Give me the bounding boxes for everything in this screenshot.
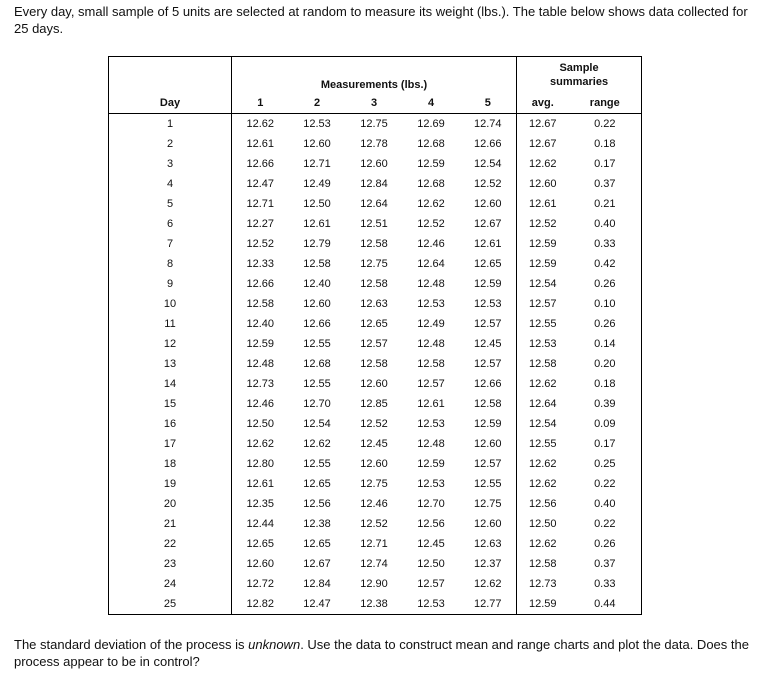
measurement-4-cell: 12.53 [417, 598, 445, 610]
measurement-2-cell: 12.71 [303, 158, 331, 170]
measurement-4-cell: 12.68 [417, 138, 445, 150]
measurement-1-cell: 12.40 [232, 314, 289, 334]
avg-cell: 12.62 [517, 154, 569, 174]
range-cell: 0.14 [594, 338, 616, 350]
table-row [109, 274, 642, 294]
measurement-1-cell: 12.33 [232, 254, 289, 274]
day-cell: 19 [163, 478, 177, 490]
measurement-3-header: 3 [346, 93, 403, 114]
range-cell: 0.09 [594, 418, 616, 430]
avg-cell: 12.62 [517, 454, 569, 474]
table-body [109, 114, 642, 615]
measurement-4-cell: 12.57 [417, 378, 445, 390]
measurement-2-cell: 12.47 [303, 598, 331, 610]
day-cell: 25 [163, 598, 177, 610]
measurement-2-cell: 12.60 [303, 138, 331, 150]
range-cell: 0.18 [594, 378, 616, 390]
table-row [109, 454, 642, 474]
measurement-5-cell: 12.60 [474, 438, 502, 450]
day-cell: 23 [163, 558, 177, 570]
measurement-2-cell: 12.65 [303, 538, 331, 550]
measurement-3-cell: 12.71 [360, 538, 388, 550]
range-cell: 0.18 [594, 138, 616, 150]
table-row [109, 414, 642, 434]
question-part-1: The standard deviation of the process is [14, 637, 249, 652]
avg-cell: 12.59 [517, 594, 569, 615]
measurement-1-cell: 12.46 [232, 394, 289, 414]
avg-cell: 12.52 [517, 214, 569, 234]
measurement-5-cell: 12.52 [474, 178, 502, 190]
measurement-1-cell: 12.60 [232, 554, 289, 574]
measurement-5-cell: 12.63 [474, 538, 502, 550]
measurement-5-cell: 12.60 [474, 198, 502, 210]
range-cell: 0.40 [594, 498, 616, 510]
day-cell: 17 [163, 438, 177, 450]
measurement-2-cell: 12.38 [303, 518, 331, 530]
summaries-line-2: summaries [549, 76, 609, 88]
measurement-1-cell: 12.27 [232, 214, 289, 234]
range-cell: 0.25 [594, 458, 616, 470]
table-row [109, 134, 642, 154]
avg-cell: 12.58 [517, 554, 569, 574]
measurement-4-cell: 12.61 [417, 398, 445, 410]
range-cell: 0.22 [594, 118, 616, 130]
table-row [109, 354, 642, 374]
range-cell: 0.37 [594, 558, 616, 570]
table-row [109, 514, 642, 534]
measurement-2-cell: 12.50 [303, 198, 331, 210]
measurement-4-cell: 12.58 [417, 358, 445, 370]
measurement-1-cell: 12.66 [232, 154, 289, 174]
measurement-3-cell: 12.74 [360, 558, 388, 570]
measurement-3-cell: 12.75 [360, 118, 388, 130]
table-row [109, 314, 642, 334]
table-row [109, 374, 642, 394]
table-row [109, 554, 642, 574]
day-cell: 12 [163, 338, 177, 350]
day-cell: 5 [166, 198, 174, 210]
measurement-3-cell: 12.75 [360, 258, 388, 270]
measurement-5-cell: 12.75 [474, 498, 502, 510]
measurement-1-cell: 12.59 [232, 334, 289, 354]
avg-cell: 12.59 [517, 254, 569, 274]
avg-cell: 12.55 [517, 314, 569, 334]
measurement-4-cell: 12.53 [417, 418, 445, 430]
measurement-3-cell: 12.60 [360, 458, 388, 470]
table-row [109, 574, 642, 594]
measurement-2-header: 2 [289, 93, 346, 114]
measurement-5-cell: 12.59 [474, 278, 502, 290]
avg-cell: 12.61 [517, 194, 569, 214]
avg-cell: 12.64 [517, 394, 569, 414]
avg-cell: 12.73 [517, 574, 569, 594]
avg-cell: 12.54 [517, 274, 569, 294]
measurement-1-cell: 12.58 [232, 294, 289, 314]
measurement-3-cell: 12.85 [360, 398, 388, 410]
measurement-2-cell: 12.65 [303, 478, 331, 490]
measurement-5-cell: 12.37 [474, 558, 502, 570]
range-cell: 0.26 [594, 318, 616, 330]
measurement-5-cell: 12.77 [474, 598, 502, 610]
empty-corner [109, 57, 232, 94]
measurement-3-cell: 12.63 [360, 298, 388, 310]
measurement-2-cell: 12.55 [303, 378, 331, 390]
measurement-2-cell: 12.54 [303, 418, 331, 430]
day-cell: 6 [166, 218, 174, 230]
measurement-3-cell: 12.90 [360, 578, 388, 590]
day-cell: 4 [166, 178, 174, 190]
measurement-5-header: 5 [460, 93, 517, 114]
measurement-2-cell: 12.49 [303, 178, 331, 190]
day-header: Day [109, 93, 232, 114]
range-cell: 0.17 [594, 158, 616, 170]
avg-cell: 12.56 [517, 494, 569, 514]
avg-cell: 12.53 [517, 334, 569, 354]
range-cell: 0.42 [594, 258, 616, 270]
avg-header: avg. [517, 93, 569, 114]
table-row [109, 434, 642, 454]
measurement-3-cell: 12.58 [360, 238, 388, 250]
summaries-line-1: Sample [559, 62, 599, 74]
range-cell: 0.26 [594, 278, 616, 290]
measurement-1-header: 1 [232, 93, 289, 114]
measurement-2-cell: 12.84 [303, 578, 331, 590]
problem-intro: Every day, small sample of 5 units are selected at random to measure its weight (lbs.). The table below shows data collected for 25 days. [14, 4, 748, 36]
avg-cell: 12.62 [517, 474, 569, 494]
range-cell: 0.40 [594, 218, 616, 230]
measurement-4-cell: 12.70 [417, 498, 445, 510]
day-cell: 24 [163, 578, 177, 590]
measurement-3-cell: 12.60 [360, 158, 388, 170]
day-cell: 15 [163, 398, 177, 410]
measurement-3-cell: 12.52 [360, 418, 388, 430]
measurement-5-cell: 12.57 [474, 358, 502, 370]
problem-question [14, 636, 764, 670]
range-cell: 0.33 [594, 238, 616, 250]
measurement-5-cell: 12.61 [474, 238, 502, 250]
measurement-3-cell: 12.65 [360, 318, 388, 330]
measurement-1-cell: 12.61 [232, 474, 289, 494]
measurement-1-cell: 12.65 [232, 534, 289, 554]
table-row [109, 494, 642, 514]
measurement-4-cell: 12.52 [417, 218, 445, 230]
measurement-5-cell: 12.62 [474, 578, 502, 590]
day-cell: 9 [166, 278, 174, 290]
measurement-4-cell: 12.68 [417, 178, 445, 190]
measurement-4-cell: 12.49 [417, 318, 445, 330]
day-cell: 20 [163, 498, 177, 510]
measurement-1-cell: 12.62 [232, 434, 289, 454]
range-cell: 0.22 [594, 478, 616, 490]
measurement-1-cell: 12.47 [232, 174, 289, 194]
measurement-5-cell: 12.67 [474, 218, 502, 230]
measurement-4-cell: 12.46 [417, 238, 445, 250]
day-cell: 3 [166, 158, 174, 170]
measurement-1-cell: 12.71 [232, 194, 289, 214]
measurement-5-cell: 12.59 [474, 418, 502, 430]
measurement-3-cell: 12.75 [360, 478, 388, 490]
measurement-4-cell: 12.64 [417, 258, 445, 270]
measurement-5-cell: 12.57 [474, 318, 502, 330]
day-cell: 1 [166, 118, 174, 130]
day-cell: 16 [163, 418, 177, 430]
measurement-4-cell: 12.53 [417, 298, 445, 310]
table-row [109, 214, 642, 234]
day-cell: 11 [164, 318, 176, 330]
measurement-5-cell: 12.66 [474, 138, 502, 150]
measurement-5-cell: 12.60 [474, 518, 502, 530]
measurement-2-cell: 12.62 [303, 438, 331, 450]
measurement-5-cell: 12.54 [474, 158, 502, 170]
table-row [109, 254, 642, 274]
measurement-4-cell: 12.53 [417, 478, 445, 490]
measurement-2-cell: 12.67 [303, 558, 331, 570]
avg-cell: 12.62 [517, 374, 569, 394]
table-row [109, 394, 642, 414]
measurement-1-cell: 12.50 [232, 414, 289, 434]
day-cell: 10 [163, 298, 177, 310]
range-cell: 0.22 [594, 518, 616, 530]
day-cell: 18 [163, 458, 177, 470]
range-cell: 0.44 [594, 598, 616, 610]
measurement-1-cell: 12.82 [232, 594, 289, 615]
measurement-1-cell: 12.44 [232, 514, 289, 534]
table-row [109, 154, 642, 174]
measurement-4-cell: 12.57 [417, 578, 445, 590]
measurement-2-cell: 12.55 [303, 458, 331, 470]
measurement-1-cell: 12.48 [232, 354, 289, 374]
day-cell: 8 [166, 258, 174, 270]
table-row [109, 474, 642, 494]
question-emphasis: unknown [248, 637, 301, 652]
measurement-5-cell: 12.65 [474, 258, 502, 270]
measurement-3-cell: 12.52 [360, 518, 388, 530]
measurement-1-cell: 12.73 [232, 374, 289, 394]
day-cell: 7 [166, 238, 174, 250]
measurement-4-cell: 12.48 [417, 438, 445, 450]
day-cell: 14 [163, 378, 177, 390]
measurement-4-header: 4 [403, 93, 460, 114]
avg-cell: 12.58 [517, 354, 569, 374]
measurement-4-cell: 12.62 [417, 198, 445, 210]
sample-summaries-group-header [517, 57, 642, 94]
measurement-3-cell: 12.38 [360, 598, 388, 610]
measurement-5-cell: 12.53 [474, 298, 502, 310]
table-row [109, 234, 642, 254]
measurement-2-cell: 12.40 [303, 278, 331, 290]
measurement-3-cell: 12.45 [360, 438, 388, 450]
measurement-3-cell: 12.78 [360, 138, 388, 150]
measurement-2-cell: 12.61 [303, 218, 331, 230]
measurement-2-cell: 12.79 [303, 238, 331, 250]
measurement-3-cell: 12.58 [360, 358, 388, 370]
range-cell: 0.26 [594, 538, 616, 550]
avg-cell: 12.57 [517, 294, 569, 314]
measurement-4-cell: 12.48 [417, 338, 445, 350]
table-row [109, 194, 642, 214]
avg-cell: 12.59 [517, 234, 569, 254]
measurement-1-cell: 12.35 [232, 494, 289, 514]
avg-cell: 12.67 [517, 114, 569, 135]
measurement-2-cell: 12.56 [303, 498, 331, 510]
avg-cell: 12.50 [517, 514, 569, 534]
day-cell: 2 [166, 138, 174, 150]
question-part-2: . Use the data to construct mean and range charts and plot the data. Does the process appear to be in control? [14, 637, 749, 669]
measurement-5-cell: 12.57 [474, 458, 502, 470]
measurement-4-cell: 12.59 [417, 458, 445, 470]
measurement-5-cell: 12.55 [474, 478, 502, 490]
range-cell: 0.33 [594, 578, 616, 590]
table-row [109, 334, 642, 354]
table-row [109, 294, 642, 314]
measurement-3-cell: 12.57 [360, 338, 388, 350]
measurement-1-cell: 12.80 [232, 454, 289, 474]
measurement-1-cell: 12.61 [232, 134, 289, 154]
range-header: range [569, 93, 642, 114]
table-row [109, 114, 642, 135]
measurement-4-cell: 12.50 [417, 558, 445, 570]
measurement-4-cell: 12.56 [417, 518, 445, 530]
avg-cell: 12.67 [517, 134, 569, 154]
measurement-3-cell: 12.51 [360, 218, 388, 230]
measurement-4-cell: 12.69 [417, 118, 445, 130]
range-cell: 0.20 [594, 358, 616, 370]
measurement-2-cell: 12.70 [303, 398, 331, 410]
measurement-2-cell: 12.53 [303, 118, 331, 130]
table-row [109, 594, 642, 615]
day-cell: 13 [163, 358, 177, 370]
measurement-1-cell: 12.72 [232, 574, 289, 594]
measurement-2-cell: 12.66 [303, 318, 331, 330]
measurement-3-cell: 12.60 [360, 378, 388, 390]
measurement-4-cell: 12.45 [417, 538, 445, 550]
day-cell: 21 [163, 518, 177, 530]
measurement-5-cell: 12.74 [474, 118, 502, 130]
measurement-3-cell: 12.64 [360, 198, 388, 210]
measurements-table [108, 56, 642, 615]
table-row [109, 534, 642, 554]
range-cell: 0.37 [594, 178, 616, 190]
range-cell: 0.21 [594, 198, 616, 210]
day-cell: 22 [163, 538, 177, 550]
measurement-3-cell: 12.46 [360, 498, 388, 510]
avg-cell: 12.62 [517, 534, 569, 554]
measurement-1-cell: 12.52 [232, 234, 289, 254]
measurement-3-cell: 12.84 [360, 178, 388, 190]
avg-cell: 12.60 [517, 174, 569, 194]
measurement-3-cell: 12.58 [360, 278, 388, 290]
range-cell: 0.17 [594, 438, 616, 450]
range-cell: 0.10 [594, 298, 616, 310]
measurement-2-cell: 12.68 [303, 358, 331, 370]
measurement-1-cell: 12.62 [232, 114, 289, 135]
measurement-4-cell: 12.59 [417, 158, 445, 170]
measurement-2-cell: 12.60 [303, 298, 331, 310]
range-cell: 0.39 [594, 398, 616, 410]
measurement-5-cell: 12.45 [474, 338, 502, 350]
avg-cell: 12.54 [517, 414, 569, 434]
measurement-5-cell: 12.58 [474, 398, 502, 410]
table-row [109, 174, 642, 194]
measurement-2-cell: 12.58 [303, 258, 331, 270]
avg-cell: 12.55 [517, 434, 569, 454]
measurement-5-cell: 12.66 [474, 378, 502, 390]
measurements-group-header: Measurements (lbs.) [232, 57, 517, 94]
measurement-1-cell: 12.66 [232, 274, 289, 294]
measurement-4-cell: 12.48 [417, 278, 445, 290]
measurement-2-cell: 12.55 [303, 338, 331, 350]
